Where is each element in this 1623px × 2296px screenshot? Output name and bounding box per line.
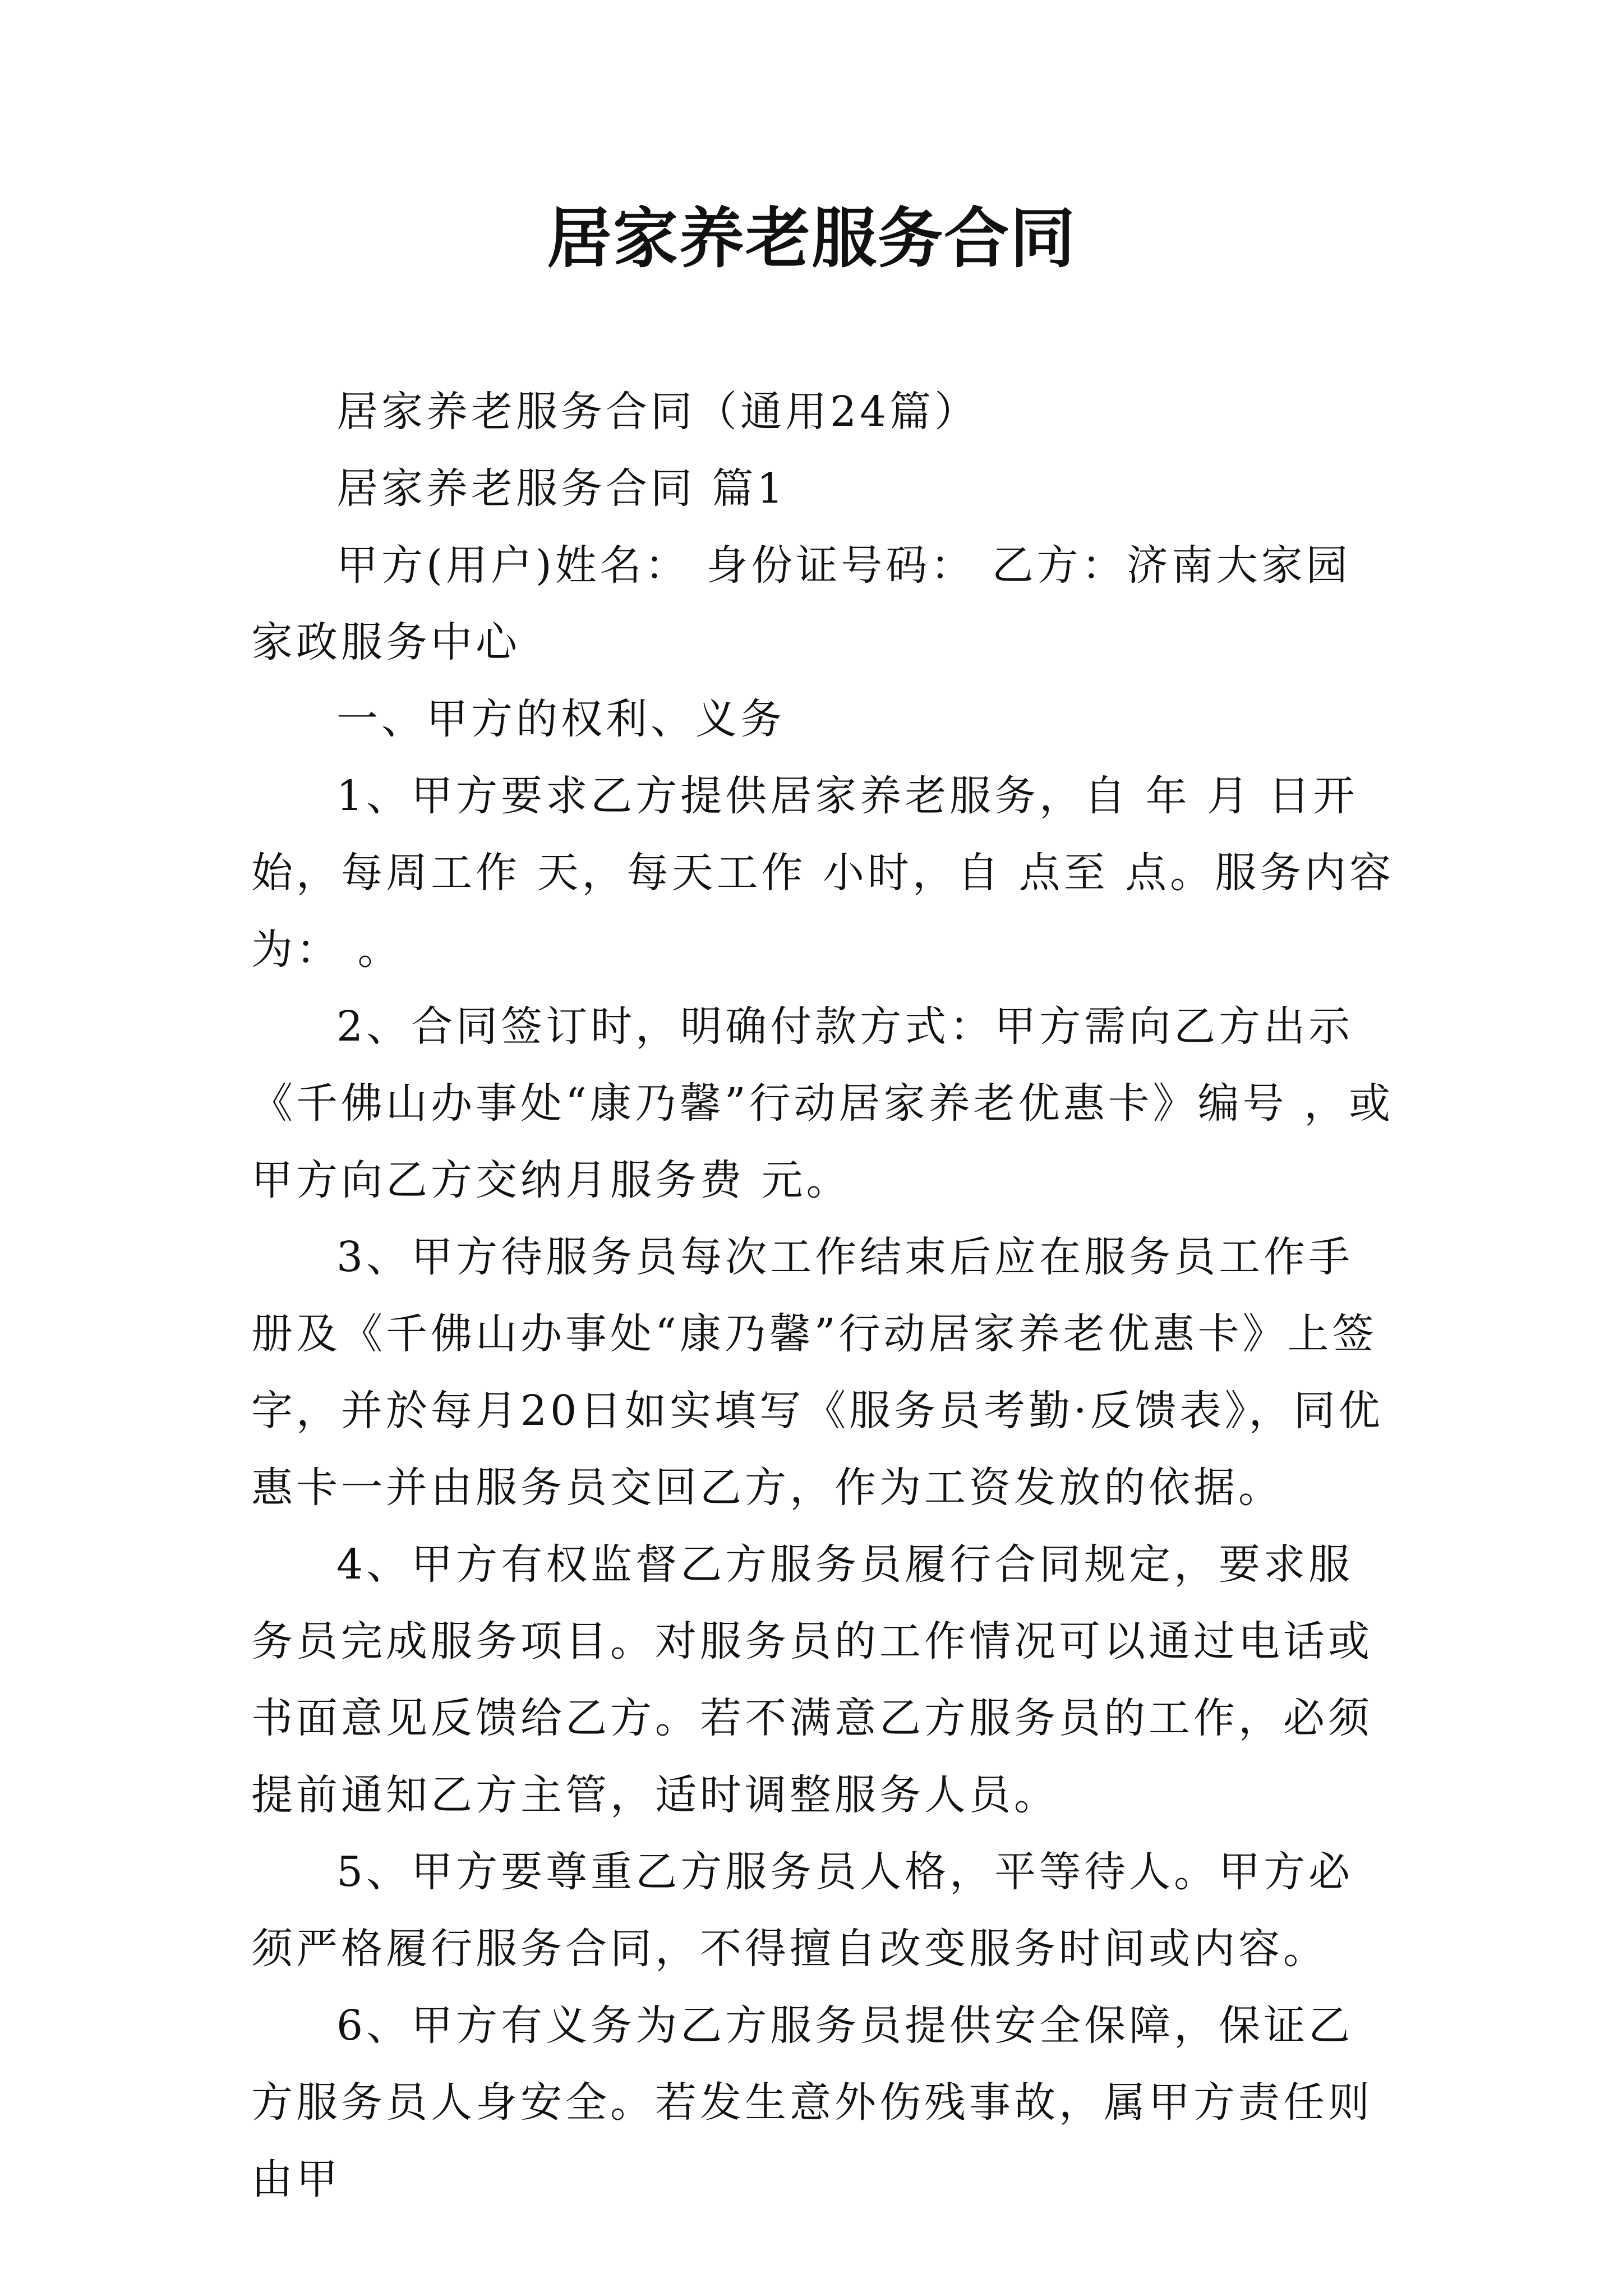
paragraph-parties: 甲方(用户)姓名： 身份证号码： 乙方：济南大家园家政服务中心 bbox=[251, 541, 1351, 666]
paragraph-subtitle: 居家养老服务合同（通用24篇） bbox=[336, 388, 980, 436]
paragraph-clause-3: 3、甲方待服务员每次工作结束后应在服务员工作手册及《千佛山办事处“康乃馨”行动居家养老优惠卡》上签字，并於每月20日如实填写《服务员考勤·反馈表》，同优惠卡一并由服务员交回乙方，作为工资发放的依据。 bbox=[251, 1233, 1384, 1512]
paragraph-clause-1: 1、甲方要求乙方提供居家养老服务，自 年 月 日开始，每周工作 天，每天工作 小时，自 点至 点。服务内容为： 。 bbox=[251, 772, 1395, 974]
paragraph-clause-5: 5、甲方要尊重乙方服务员人格，平等待人。甲方必须严格履行服务合同，不得擅自改变服务时间或内容。 bbox=[251, 1848, 1354, 1973]
paragraph-clause-6: 6、甲方有义务为乙方服务员提供安全保障，保证乙方服务员人身安全。若发生意外伤残事故，属甲方责任则由甲 bbox=[251, 2001, 1373, 2203]
document-body bbox=[251, 374, 1395, 2218]
paragraph-clause-2: 2、合同签订时，明确付款方式：甲方需向乙方出示《千佛山办事处“康乃馨”行动居家养老优惠卡》编号 ，或甲方向乙方交纳月服务费 元。 bbox=[251, 1002, 1394, 1204]
paragraph-clause-4: 4、甲方有权监督乙方服务员履行合同规定，要求服务员完成服务项目。对服务员的工作情况可以通过电话或书面意见反馈给乙方。若不满意乙方服务员的工作，必须提前通知乙方主管，适时调整服务人员。 bbox=[251, 1540, 1373, 1819]
paragraph-section-heading: 居家养老服务合同 篇1 bbox=[336, 464, 787, 513]
paragraph-heading-rights: 一、甲方的权利、义务 bbox=[336, 695, 785, 743]
document-title: 居家养老服务合同 bbox=[547, 200, 1076, 277]
